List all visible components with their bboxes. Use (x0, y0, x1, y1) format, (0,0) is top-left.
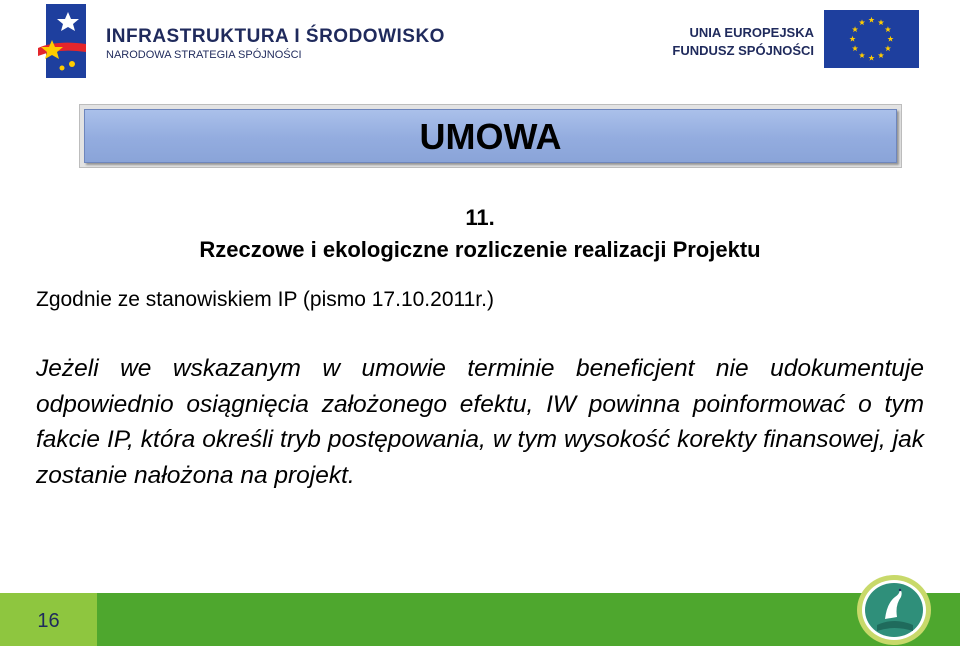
heron-emblem-icon (855, 573, 933, 646)
title-bar-inner (84, 109, 897, 163)
eu-label-line2: FUNDUSZ SPÓJNOŚCI (672, 43, 814, 58)
footer-dark-band (97, 593, 960, 646)
page-title: UMOWA (419, 116, 562, 157)
program-subtitle: NARODOWA STRATEGIA SPÓJNOŚCI (106, 49, 302, 61)
section-heading: Rzeczowe i ekologiczne rozliczenie realizacji Projektu (199, 237, 761, 262)
section-number: 11. (465, 205, 495, 230)
program-flag-icon (38, 4, 90, 78)
program-logo (38, 4, 458, 78)
body-paragraph: Jeżeli we wskazanym w umowie terminie beneficjent nie udokumentuje odpowiednio osiągnięcia założonego efektu, IW powinna poinformować o tym fakcie IP, która określi tryb postępowania, w tym wysokość korekty finansowej, jak zostanie nałożona na projekt. (36, 355, 924, 489)
eu-label-line1: UNIA EUROPEJSKA (689, 25, 814, 40)
eu-flag-icon (824, 10, 919, 68)
title-bar (79, 104, 902, 168)
eu-label (672, 24, 814, 60)
intro-line: Zgodnie ze stanowiskiem IP (pismo 17.10.2011r.) (36, 288, 494, 311)
program-title: INFRASTRUKTURA I ŚRODOWISKO (106, 26, 445, 47)
page-number: 16 (37, 610, 60, 632)
